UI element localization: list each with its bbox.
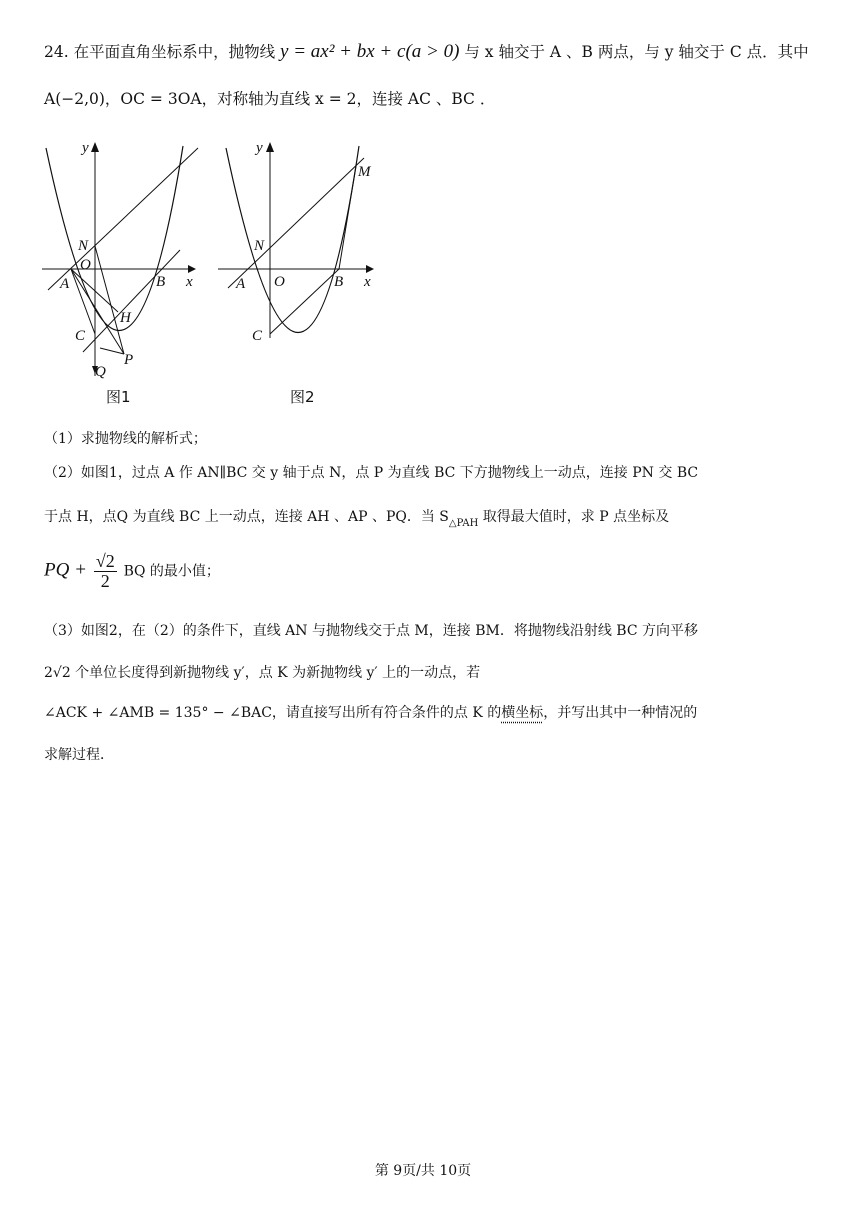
fig1-label-y: y	[82, 140, 89, 156]
fig1-y-arrow	[91, 142, 99, 152]
given-conditions: A(−2,0)，OC = 3OA，对称轴为直线 x = 2，连接 AC 、BC ．	[44, 90, 496, 108]
part-3-line-3	[44, 706, 697, 720]
fig2-y-arrow	[266, 142, 274, 152]
figure-1	[38, 138, 208, 383]
intro-text-2: 与 x 轴交于 A 、B 两点，与 y 轴交于 C 点．其中	[464, 43, 809, 61]
fig1-parabola	[46, 146, 183, 331]
part-3-line-4: 求解过程．	[44, 747, 114, 763]
part-1: （1）求抛物线的解析式；	[44, 431, 207, 447]
fig1-label-C: C	[75, 328, 86, 344]
fraction-sqrt2-over-2	[94, 552, 117, 591]
part-2-line-2-end: 取得最大值时，求 P 点坐标及	[482, 509, 670, 525]
fig1-label-N: N	[78, 238, 89, 254]
part-3-line-2: 2√2 个单位长度得到新抛物线 y′，点 K 为新抛物线 y′ 上的一动点，若	[44, 665, 481, 681]
fig1-label-A: A	[60, 276, 70, 292]
part-3-condition-end: ，并写出其中一种情况的	[543, 705, 698, 721]
page-footer: 第 9页/共 10页	[374, 1163, 472, 1179]
fig1-label-B: B	[156, 274, 166, 290]
fig2-label-C: C	[252, 328, 263, 344]
fig2-label-A: A	[236, 276, 246, 292]
figure-2	[214, 138, 384, 383]
fig1-caption: 图1	[106, 388, 131, 406]
area-subscript: △PAH	[448, 518, 479, 529]
problem-line-1	[44, 42, 809, 61]
intro-text-1: 在平面直角坐标系中，抛物线	[73, 43, 276, 61]
fig1-seg-NP	[95, 246, 124, 354]
fig1-label-Q: Q	[95, 364, 106, 380]
fig2-parabola	[226, 146, 359, 333]
fig2-label-x: x	[364, 274, 371, 290]
part-2-line-2-text: 于点 H，点Q 为直线 BC 上一动点，连接 AH 、AP 、PQ．当 S	[44, 509, 449, 525]
fig2-label-M: M	[358, 164, 371, 180]
fig2-caption: 图2	[290, 388, 315, 406]
fig1-label-H: H	[120, 310, 131, 326]
part-3-line-1: （3）如图2，在（2）的条件下，直线 AN 与抛物线交于点 M，连接 BM．将抛物线沿射线 BC 方向平移	[44, 623, 698, 639]
fraction-numerator: √2	[95, 551, 115, 571]
part-2-line-2	[44, 510, 669, 529]
fig1-line-BC	[83, 250, 180, 352]
part-2-line-3	[44, 552, 220, 591]
fig1-x-arrow	[188, 265, 196, 273]
emphasis-x-coordinate: 横坐标	[501, 705, 544, 721]
fig1-label-x: x	[186, 274, 193, 290]
expr-pq: PQ +	[44, 559, 87, 581]
fraction-denominator: 2	[100, 570, 110, 591]
part-2-line-1: （2）如图1，过点 A 作 AN∥BC 交 y 轴于点 N，点 P 为直线 BC 下方抛物线上一动点，连接 PN 交 BC	[44, 465, 699, 481]
problem-line-2	[44, 92, 495, 108]
fig1-label-O: O	[80, 257, 91, 273]
fig2-seg-BM	[339, 166, 356, 269]
fig1-label-P: P	[124, 352, 134, 368]
fig2-label-O: O	[274, 274, 285, 290]
parabola-equation: y = ax² + bx + c(a > 0)	[280, 41, 460, 62]
fig2-label-y: y	[256, 140, 263, 156]
part-3-condition: ∠ACK + ∠AMB = 135° − ∠BAC，请直接写出所有符合条件的点 K 的	[44, 705, 502, 721]
expr-bq-text: BQ 的最小值；	[123, 563, 220, 580]
fig2-label-B: B	[334, 274, 344, 290]
fig2-label-N: N	[254, 238, 265, 254]
fig2-x-arrow	[366, 265, 374, 273]
problem-number: 24.	[44, 43, 69, 61]
